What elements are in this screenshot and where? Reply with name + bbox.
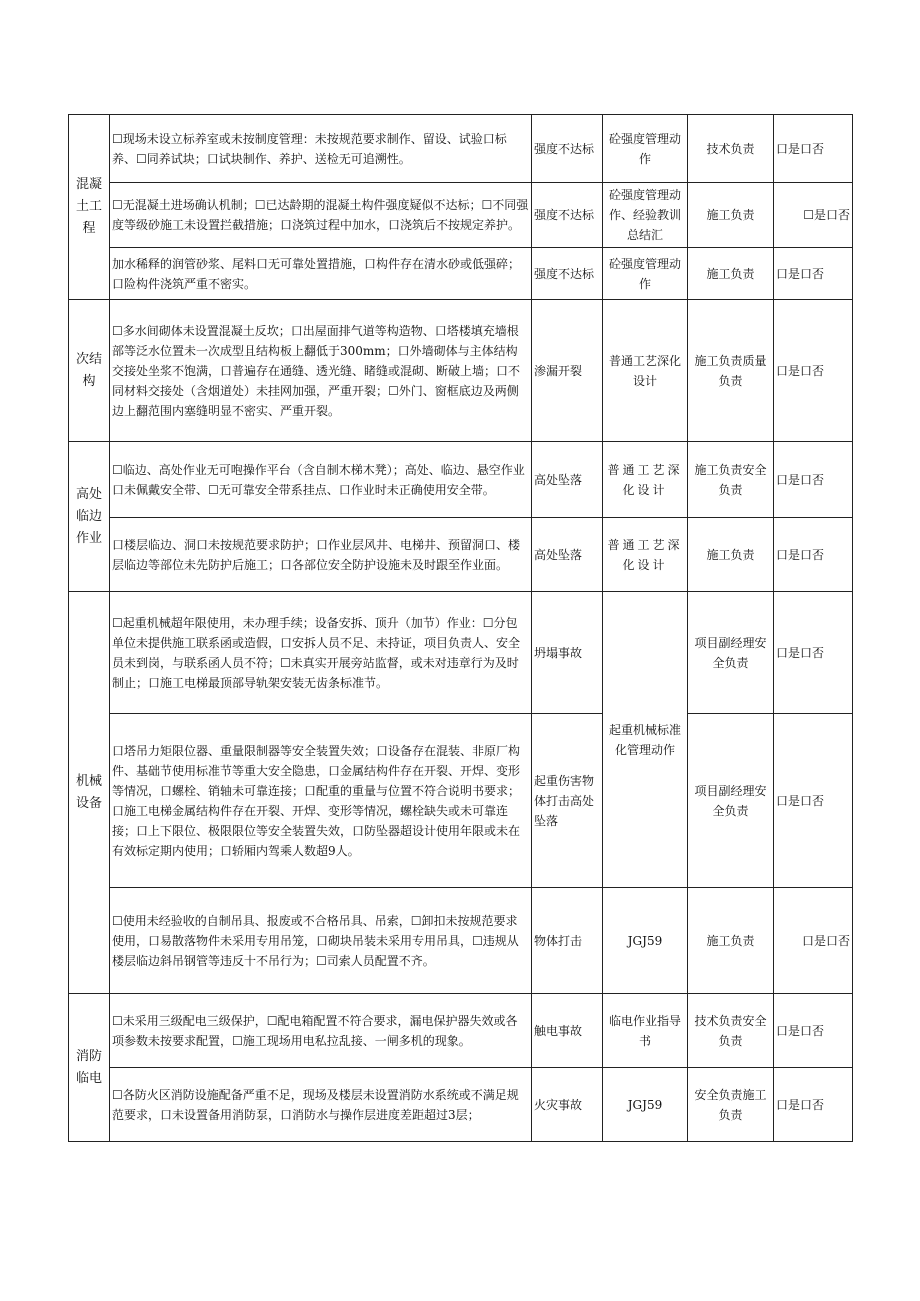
table-row xyxy=(69,248,853,300)
item-risk: 强度不达标 xyxy=(532,183,603,248)
table-row xyxy=(69,115,853,183)
item-description: ☐使用未经验收的自制吊具、报废或不合格吊具、吊索，☐卸扣未按规范要求使用，口易散落物件未采用专用吊笼，口砌块吊装未采用专用吊具，☐违规从楼层临边斜吊钢管等违反十不吊行为；☐司索人员配置不齐。 xyxy=(110,888,532,994)
category-concrete: 混凝土工程 xyxy=(69,115,110,300)
item-risk: 高处坠落 xyxy=(532,518,603,592)
item-check[interactable]: 口是口否 xyxy=(774,442,853,518)
item-control-merged: 起重机械标准化管理动作 xyxy=(603,592,688,888)
item-check[interactable]: 口是口否 xyxy=(774,714,853,888)
table-row xyxy=(69,518,853,592)
item-description: 口塔吊力矩限位器、重量限制器等安全装置失效；口设备存在混装、非原厂构件、基础节使用标准节等重大安全隐患，口金属结构件存在开裂、开焊、变形等情况，口螺栓、销轴未可靠连接；口配重的重量与位置不符合说明书要求；口施工电梯金属结构件存在开裂、开焊、变形等情况，螺栓缺失或未可靠连接；口上下限位、极限限位等安全装置失效，口防坠器超设计使用年限或未在有效标定期内使用；口轿厢内驾乘人数超9人。 xyxy=(110,714,532,888)
item-responsible: 施工负责 xyxy=(688,888,774,994)
item-check[interactable]: 口是口否 xyxy=(774,518,853,592)
item-risk: 坍塌事故 xyxy=(532,592,603,714)
item-control: JGJ59 xyxy=(603,888,688,994)
table-row xyxy=(69,1068,853,1142)
category-fire-electric: 消防临电 xyxy=(69,994,110,1142)
table-row xyxy=(69,442,853,518)
item-description: ☐现场未设立标养室或未按制度管理：未按规范要求制作、留设、试验口标养、☐同养试块；口试块制作、养护、送检无可追溯性。 xyxy=(110,115,532,183)
item-check[interactable]: 口是口否 xyxy=(774,994,853,1068)
item-responsible: 项目副经理安全负责 xyxy=(688,714,774,888)
category-secondary-structure: 次结构 xyxy=(69,300,110,442)
item-control: 砼强度管理动作 xyxy=(603,248,688,300)
table-row xyxy=(69,888,853,994)
item-description: ☐临边、高处作业无可咆操作平台（含自制木梯木凳）；高处、临边、悬空作业口未佩戴安全带、☐无可靠安全带系挂点、口作业时未正确使用安全带。 xyxy=(110,442,532,518)
table-row xyxy=(69,994,853,1068)
item-control: 普通工艺深化设计 xyxy=(603,518,688,592)
item-risk: 起重伤害物体打击高处坠落 xyxy=(532,714,603,888)
item-control: 砼强度管理动作、经验教训总结汇 xyxy=(603,183,688,248)
table-row xyxy=(69,183,853,248)
item-check[interactable]: 口是口否 xyxy=(774,1068,853,1142)
item-responsible: 施工负责 xyxy=(688,248,774,300)
item-check[interactable]: 口是口否 xyxy=(774,248,853,300)
item-risk: 触电事故 xyxy=(532,994,603,1068)
item-check[interactable]: 口是口否 xyxy=(774,300,853,442)
category-height-work: 高处临边作业 xyxy=(69,442,110,592)
item-risk: 物体打击 xyxy=(532,888,603,994)
item-description: 加水稀释的润管砂浆、尾料口无可靠处置措施，口构件存在清水砂或低强碎；口险构件浇筑严重不密实。 xyxy=(110,248,532,300)
item-check[interactable]: 口是口否 xyxy=(774,592,853,714)
item-responsible: 项目副经理安全负责 xyxy=(688,592,774,714)
table-row xyxy=(69,714,853,888)
table-row xyxy=(69,300,853,442)
category-machinery: 机械设备 xyxy=(69,592,110,994)
item-description: ☐各防火区消防设施配备严重不足，现场及楼层未设置消防水系统或不满足规范要求，口未设置备用消防泵，口消防水与操作层进度差距超过3层； xyxy=(110,1068,532,1142)
item-description: ☐无混凝土进场确认机制；☐已达龄期的混凝土构件强度疑似不达标；☐不同强度等级砂施工未设置拦截措施；口浇筑过程中加水，口浇筑后不按规定养护。 xyxy=(110,183,532,248)
item-responsible: 技术负责安全负责 xyxy=(688,994,774,1068)
item-description: ☐起重机械超年限使用，未办理手续；设备安拆、顶升（加节）作业：☐分包单位未提供施工联系函或造假，口安拆人员不足、未持证，项目负责人、安全员未到岗，与联系函人员不符；☐未真实开展旁站监督，或未对违章行为及时制止；口施工电梯最顶部导轨架安装无齿条标准节。 xyxy=(110,592,532,714)
item-responsible: 安全负责施工负责 xyxy=(688,1068,774,1142)
item-risk: 火灾事故 xyxy=(532,1068,603,1142)
item-responsible: 技术负责 xyxy=(688,115,774,183)
item-control: JGJ59 xyxy=(603,1068,688,1142)
item-risk: 强度不达标 xyxy=(532,248,603,300)
item-control: 砼强度管理动作 xyxy=(603,115,688,183)
item-description: ☐多水间砌体未设置混凝土反坎；口出屋面排气道等构造物、口塔楼填充墙根部等泛水位置未一次成型且结构板上翻低于300mm；口外墙砌体与主体结构交接处坐浆不饱满，口普遍存在通缝、透光缝、睹缝或混砌、断破上墙；口不同材料交接处（含烟道处）未挂网加强，严重开裂；☐外门、窗框底边及两侧边上翻范围内塞缝明显不密实、严重开裂。 xyxy=(110,300,532,442)
item-control: 临电作业指导书 xyxy=(603,994,688,1068)
item-responsible: 施工负责 xyxy=(688,183,774,248)
item-responsible: 施工负责质量负责 xyxy=(688,300,774,442)
item-risk: 渗漏开裂 xyxy=(532,300,603,442)
item-risk: 高处坠落 xyxy=(532,442,603,518)
item-responsible: 施工负责 xyxy=(688,518,774,592)
inspection-table xyxy=(68,114,853,1142)
item-check[interactable]: ☐是口否 xyxy=(774,183,853,248)
item-description: ☐未采用三级配电三级保护，☐配电箱配置不符合要求，漏电保护器失效或各项参数未按要求配置，☐施工现场用电私拉乱接、一闸多机的现象。 xyxy=(110,994,532,1068)
item-control: 普通工艺深化设计 xyxy=(603,442,688,518)
table-row xyxy=(69,592,853,714)
item-description: 口楼层临边、洞口未按规范要求防护；口作业层风井、电梯井、预留洞口、楼层临边等部位未先防护后施工；口各部位安全防护设施未及时跟至作业面。 xyxy=(110,518,532,592)
item-check[interactable]: 口是口否 xyxy=(774,888,853,994)
item-control: 普通工艺深化设计 xyxy=(603,300,688,442)
item-responsible: 施工负责安全负责 xyxy=(688,442,774,518)
item-check[interactable]: 口是口否 xyxy=(774,115,853,183)
item-risk: 强度不达标 xyxy=(532,115,603,183)
